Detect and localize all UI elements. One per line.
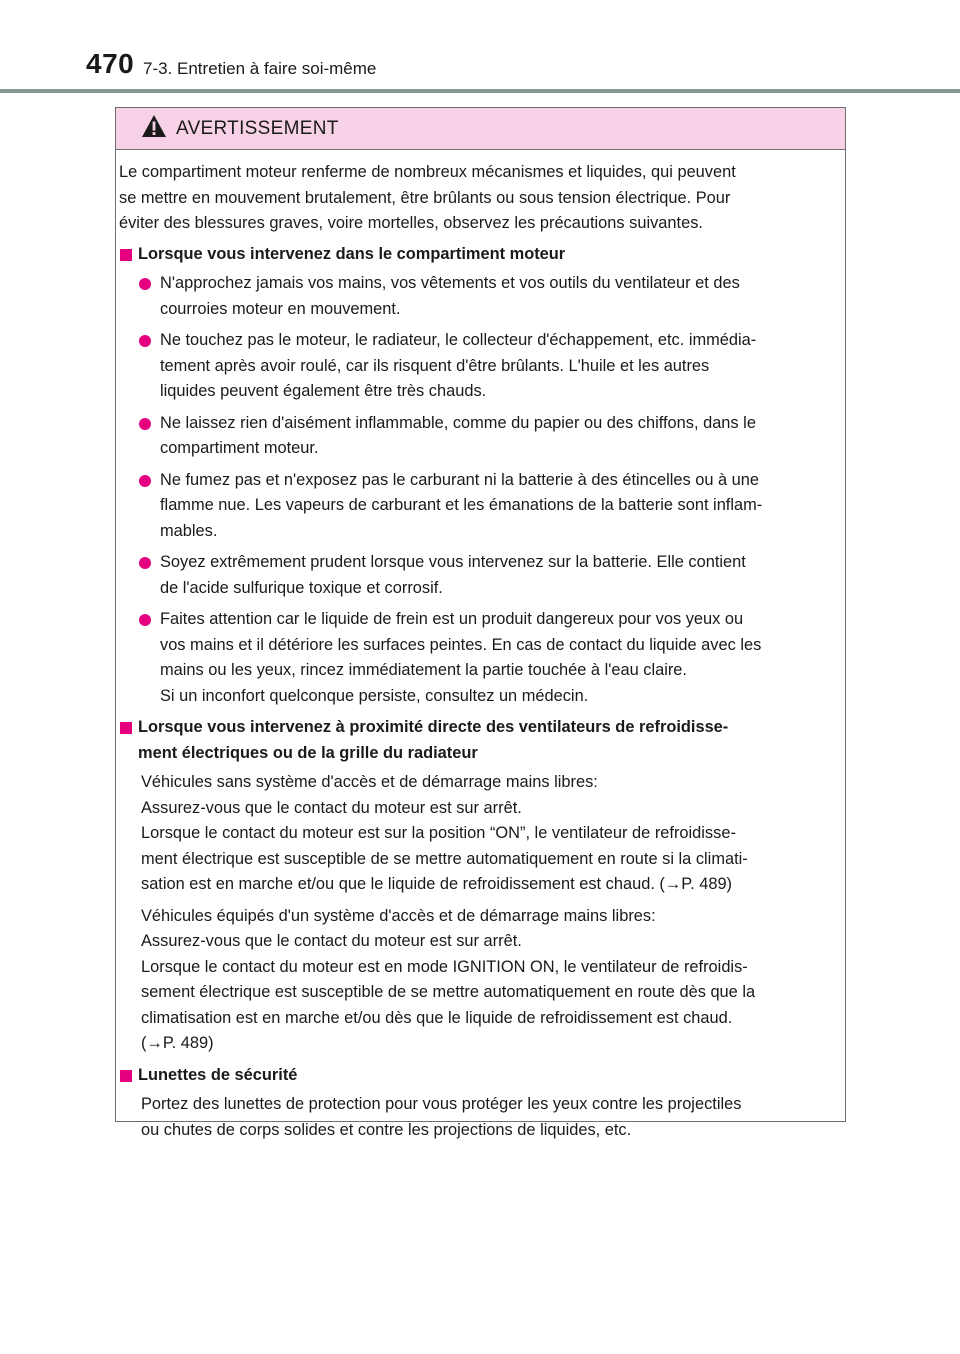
- warning-header: [116, 108, 845, 150]
- paragraph-smart-key: [119, 904, 837, 1057]
- section-heading-cooling-fans: [119, 715, 837, 766]
- bullet-line: flamme nue. Les vapeurs de carburant et les émanations de la batterie sont inflam-: [160, 496, 763, 514]
- bullet-line: compartiment moteur.: [160, 439, 319, 457]
- page-number: 470: [86, 48, 135, 79]
- list-item: [119, 271, 837, 322]
- para-line: Lorsque le contact du moteur est sur la position “ON”, le ventilateur de refroidisse-: [141, 824, 736, 842]
- list-item: [119, 468, 837, 545]
- list-item: [119, 328, 837, 405]
- intro-paragraph: [119, 160, 837, 237]
- paragraph-safety-glasses: [119, 1092, 837, 1143]
- header-rule: [0, 89, 960, 93]
- bullet-line: mables.: [160, 521, 218, 540]
- round-bullet-icon: [139, 418, 151, 430]
- warning-triangle-icon: [141, 114, 167, 138]
- bullet-line: Ne laissez rien d'aisément inflammable, comme du papier ou des chiffons, dans le: [160, 413, 756, 432]
- para-line: (→P. 489): [141, 1034, 214, 1052]
- para-line: Lorsque le contact du moteur est en mode IGNITION ON, le ventilateur de refroidis-: [141, 957, 748, 976]
- para-line: Portez des lunettes de protection pour vous protéger les yeux contre les projectiles: [141, 1095, 742, 1113]
- bullet-line: mains ou les yeux, rincez immédiatement la partie touchée à l'eau claire.: [160, 661, 687, 679]
- bullet-line: Faites attention car le liquide de frein est un produit dangereux pour vos yeux ou: [160, 610, 744, 628]
- para-line: Véhicules sans système d'accès et de démarrage mains libres:: [141, 773, 598, 791]
- heading-text: Lorsque vous intervenez dans le compartiment moteur: [138, 244, 566, 263]
- section-title: 7-3. Entretien à faire soi-même: [143, 59, 377, 78]
- heading-text: Lorsque vous intervenez à proximité directe des ventilateurs de refroidisse-: [138, 718, 729, 736]
- round-bullet-icon: [139, 278, 151, 290]
- list-item: [119, 411, 837, 462]
- bullet-line: Ne fumez pas et n'exposez pas le carburant ni la batterie à des étincelles ou à une: [160, 470, 760, 489]
- square-bullet-icon: [120, 1070, 132, 1082]
- round-bullet-icon: [139, 557, 151, 569]
- para-line: ou chutes de corps solides et contre les projections de liquides, etc.: [141, 1120, 632, 1139]
- square-bullet-icon: [120, 249, 132, 261]
- intro-line: Le compartiment moteur renferme de nombreux mécanismes et liquides, qui peuvent: [119, 163, 736, 181]
- section-heading-safety-glasses: [119, 1063, 837, 1089]
- para-line: climatisation est en marche et/ou dès que le liquide de refroidissement est chaud.: [141, 1008, 733, 1027]
- bullet-line: N'approchez jamais vos mains, vos vêtements et vos outils du ventilateur et des: [160, 274, 740, 292]
- round-bullet-icon: [139, 614, 151, 626]
- bullet-line: Si un inconfort quelconque persiste, consultez un médecin.: [160, 686, 589, 705]
- round-bullet-icon: [139, 335, 151, 347]
- bullet-line: tement après avoir roulé, car ils risquent d'être brûlants. L'huile et les autres: [160, 356, 710, 375]
- para-line: Véhicules équipés d'un système d'accès et de démarrage mains libres:: [141, 906, 656, 925]
- warning-title: AVERTISSEMENT: [176, 118, 339, 139]
- heading-text: Lunettes de sécurité: [138, 1065, 298, 1084]
- round-bullet-icon: [139, 475, 151, 487]
- para-line: Assurez-vous que le contact du moteur est sur arrêt.: [141, 932, 522, 950]
- bullet-line: Ne touchez pas le moteur, le radiateur, le collecteur d'échappement, etc. immédia-: [160, 331, 757, 349]
- bullet-line: de l'acide sulfurique toxique et corrosif.: [160, 578, 443, 597]
- bullet-line: courroies moteur en mouvement.: [160, 299, 401, 318]
- heading-text: ment électriques ou de la grille du radiateur: [138, 743, 478, 762]
- intro-line: éviter des blessures graves, voire mortelles, observez les précautions suivantes.: [119, 214, 703, 232]
- section-heading-engine-compartment: [119, 242, 837, 268]
- square-bullet-icon: [120, 722, 132, 734]
- para-line: sation est en marche et/ou que le liquide de refroidissement est chaud. (→P. 489): [141, 875, 733, 893]
- paragraph-no-smart-key: [119, 770, 837, 898]
- para-line: Assurez-vous que le contact du moteur est sur arrêt.: [141, 798, 522, 817]
- list-item: [119, 607, 837, 709]
- intro-line: se mettre en mouvement brutalement, être brûlants ou sous tension électrique. Pour: [119, 188, 731, 207]
- warning-box: [115, 107, 846, 1139]
- para-line: sement électrique est susceptible de se mettre automatiquement en route dès que la: [141, 983, 756, 1001]
- warning-body: [116, 150, 845, 1143]
- bullet-line: vos mains et il détériore les surfaces peintes. En cas de contact du liquide avec les: [160, 635, 762, 654]
- bullet-line: liquides peuvent également être très chauds.: [160, 382, 487, 400]
- bullet-line: Soyez extrêmement prudent lorsque vous intervenez sur la batterie. Elle contient: [160, 553, 746, 571]
- list-item: [119, 550, 837, 601]
- page-header: [0, 0, 960, 96]
- para-line: ment électrique est susceptible de se mettre automatiquement en route si la climati-: [141, 849, 748, 868]
